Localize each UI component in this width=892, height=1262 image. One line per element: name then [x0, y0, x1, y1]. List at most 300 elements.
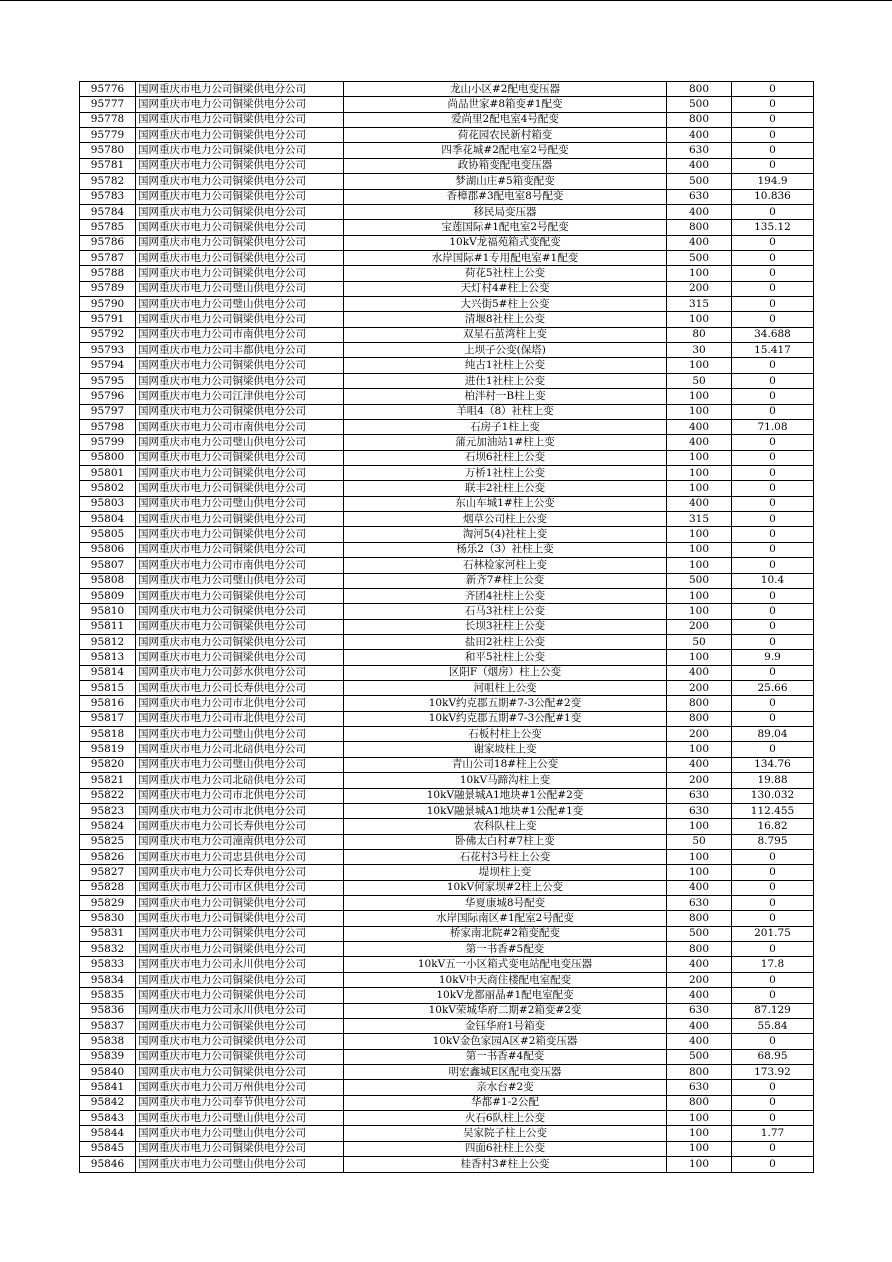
org-cell: 国网重庆市电力公司铜梁供电分公司 — [136, 911, 344, 926]
value-cell: 0 — [732, 1034, 814, 1049]
transformer-name-cell: 农科队柱上变 — [344, 819, 667, 834]
org-cell: 国网重庆市电力公司长寿供电分公司 — [136, 819, 344, 834]
transformer-name-cell: 第一书香#5配变 — [344, 942, 667, 957]
transformer-name-cell: 10kV金色家园A区#2箱变压器 — [344, 1034, 667, 1049]
capacity-cell: 100 — [667, 588, 732, 603]
value-cell: 112.455 — [732, 803, 814, 818]
org-cell: 国网重庆市电力公司铜梁供电分公司 — [136, 988, 344, 1003]
row-id-cell: 95794 — [80, 358, 136, 373]
table-row — [80, 665, 814, 680]
org-cell: 国网重庆市电力公司江津供电分公司 — [136, 389, 344, 404]
org-cell: 国网重庆市电力公司璧山供电分公司 — [136, 1157, 344, 1172]
org-cell: 国网重庆市电力公司市南供电分公司 — [136, 558, 344, 573]
transformer-name-cell: 盐田2社柱上公变 — [344, 634, 667, 649]
table-row — [80, 757, 814, 772]
org-cell: 国网重庆市电力公司铜梁供电分公司 — [136, 358, 344, 373]
transformer-name-cell: 10kV约克郡五期#7-3公配#1变 — [344, 711, 667, 726]
org-cell: 国网重庆市电力公司铜梁供电分公司 — [136, 220, 344, 235]
transformer-name-cell: 明宏鑫城E区配电变压器 — [344, 1065, 667, 1080]
value-cell: 0 — [732, 281, 814, 296]
row-id-cell: 95825 — [80, 834, 136, 849]
capacity-cell: 800 — [667, 942, 732, 957]
org-cell: 国网重庆市电力公司璧山供电分公司 — [136, 435, 344, 450]
org-cell: 国网重庆市电力公司铜梁供电分公司 — [136, 128, 344, 143]
value-cell: 0 — [732, 496, 814, 511]
table-row — [80, 404, 814, 419]
row-id-cell: 95827 — [80, 865, 136, 880]
org-cell: 国网重庆市电力公司铜梁供电分公司 — [136, 634, 344, 649]
table-row — [80, 788, 814, 803]
value-cell: 0 — [732, 450, 814, 465]
value-cell: 0 — [732, 512, 814, 527]
org-cell: 国网重庆市电力公司铜梁供电分公司 — [136, 235, 344, 250]
transformer-name-cell: 河咀柱上公变 — [344, 681, 667, 696]
table-row — [80, 82, 814, 97]
row-id-cell: 95817 — [80, 711, 136, 726]
row-id-cell: 95782 — [80, 174, 136, 189]
value-cell: 135.12 — [732, 220, 814, 235]
capacity-cell: 400 — [667, 204, 732, 219]
table-row — [80, 112, 814, 127]
row-id-cell: 95777 — [80, 97, 136, 112]
org-cell: 国网重庆市电力公司铜梁供电分公司 — [136, 465, 344, 480]
org-cell: 国网重庆市电力公司璧山供电分公司 — [136, 281, 344, 296]
org-cell: 国网重庆市电力公司铜梁供电分公司 — [136, 1065, 344, 1080]
capacity-cell: 100 — [667, 1126, 732, 1141]
org-cell: 国网重庆市电力公司铜梁供电分公司 — [136, 266, 344, 281]
table-row — [80, 266, 814, 281]
row-id-cell: 95790 — [80, 297, 136, 312]
table-row — [80, 727, 814, 742]
row-id-cell: 95802 — [80, 481, 136, 496]
capacity-cell: 200 — [667, 281, 732, 296]
transformer-name-cell: 清堰8社柱上公变 — [344, 312, 667, 327]
transformer-name-cell: 水岸国际南区#1配室2号配变 — [344, 911, 667, 926]
row-id-cell: 95788 — [80, 266, 136, 281]
org-cell: 国网重庆市电力公司铜梁供电分公司 — [136, 143, 344, 158]
capacity-cell: 100 — [667, 650, 732, 665]
row-id-cell: 95786 — [80, 235, 136, 250]
table-row — [80, 1034, 814, 1049]
capacity-cell: 400 — [667, 880, 732, 895]
value-cell: 0 — [732, 389, 814, 404]
row-id-cell: 95818 — [80, 727, 136, 742]
org-cell: 国网重庆市电力公司铜梁供电分公司 — [136, 896, 344, 911]
row-id-cell: 95811 — [80, 619, 136, 634]
row-id-cell: 95845 — [80, 1141, 136, 1156]
transformer-name-cell: 梦湖山庄#5箱变配变 — [344, 174, 667, 189]
row-id-cell: 95820 — [80, 757, 136, 772]
value-cell: 0 — [732, 1095, 814, 1110]
table-row — [80, 942, 814, 957]
row-id-cell: 95808 — [80, 573, 136, 588]
capacity-cell: 630 — [667, 1003, 732, 1018]
value-cell: 89.04 — [732, 727, 814, 742]
org-cell: 国网重庆市电力公司铜梁供电分公司 — [136, 204, 344, 219]
table-row — [80, 512, 814, 527]
value-cell: 0 — [732, 143, 814, 158]
row-id-cell: 95838 — [80, 1034, 136, 1049]
table-row — [80, 1111, 814, 1126]
table-row — [80, 128, 814, 143]
org-cell: 国网重庆市电力公司铜梁供电分公司 — [136, 619, 344, 634]
capacity-cell: 100 — [667, 465, 732, 480]
capacity-cell: 100 — [667, 312, 732, 327]
capacity-cell: 100 — [667, 1111, 732, 1126]
transformer-name-cell: 区阳F（烟房）柱上公变 — [344, 665, 667, 680]
org-cell: 国网重庆市电力公司长寿供电分公司 — [136, 865, 344, 880]
capacity-cell: 200 — [667, 773, 732, 788]
transformer-name-cell: 进仕1社柱上公变 — [344, 373, 667, 388]
row-id-cell: 95793 — [80, 343, 136, 358]
table-row — [80, 634, 814, 649]
transformer-name-cell: 吴家院子柱上公变 — [344, 1126, 667, 1141]
transformer-name-cell: 石板村柱上公变 — [344, 727, 667, 742]
table-row — [80, 711, 814, 726]
row-id-cell: 95810 — [80, 604, 136, 619]
row-id-cell: 95826 — [80, 849, 136, 864]
value-cell: 0 — [732, 97, 814, 112]
table-row — [80, 496, 814, 511]
table-row — [80, 1080, 814, 1095]
org-cell: 国网重庆市电力公司市北供电分公司 — [136, 711, 344, 726]
row-id-cell: 95801 — [80, 465, 136, 480]
row-id-cell: 95796 — [80, 389, 136, 404]
org-cell: 国网重庆市电力公司铜梁供电分公司 — [136, 542, 344, 557]
value-cell: 55.84 — [732, 1018, 814, 1033]
transformer-name-cell: 10kV马蹄沟柱上变 — [344, 773, 667, 788]
row-id-cell: 95831 — [80, 926, 136, 941]
capacity-cell: 400 — [667, 1034, 732, 1049]
table-row — [80, 849, 814, 864]
capacity-cell: 400 — [667, 1018, 732, 1033]
value-cell: 0 — [732, 542, 814, 557]
org-cell: 国网重庆市电力公司永川供电分公司 — [136, 957, 344, 972]
row-id-cell: 95846 — [80, 1157, 136, 1172]
row-id-cell: 95787 — [80, 250, 136, 265]
value-cell: 0 — [732, 312, 814, 327]
row-id-cell: 95821 — [80, 773, 136, 788]
org-cell: 国网重庆市电力公司璧山供电分公司 — [136, 727, 344, 742]
value-cell: 173.92 — [732, 1065, 814, 1080]
org-cell: 国网重庆市电力公司璧山供电分公司 — [136, 1111, 344, 1126]
org-cell: 国网重庆市电力公司璧山供电分公司 — [136, 297, 344, 312]
org-cell: 国网重庆市电力公司奉节供电分公司 — [136, 1095, 344, 1110]
org-cell: 国网重庆市电力公司铜梁供电分公司 — [136, 312, 344, 327]
value-cell: 9.9 — [732, 650, 814, 665]
capacity-cell: 200 — [667, 681, 732, 696]
transformer-name-cell: 10kV荣城华府二期#2箱变#2变 — [344, 1003, 667, 1018]
transformer-name-cell: 天灯村4#柱上公变 — [344, 281, 667, 296]
value-cell: 0 — [732, 235, 814, 250]
capacity-cell: 500 — [667, 926, 732, 941]
row-id-cell: 95829 — [80, 896, 136, 911]
value-cell: 0 — [732, 82, 814, 97]
row-id-cell: 95806 — [80, 542, 136, 557]
capacity-cell: 100 — [667, 358, 732, 373]
capacity-cell: 800 — [667, 696, 732, 711]
transformer-name-cell: 宝莲国际#1配电室2号配变 — [344, 220, 667, 235]
org-cell: 国网重庆市电力公司万州供电分公司 — [136, 1080, 344, 1095]
value-cell: 0 — [732, 588, 814, 603]
row-id-cell: 95799 — [80, 435, 136, 450]
table-row — [80, 297, 814, 312]
table-row — [80, 465, 814, 480]
transformer-name-cell: 石房子1柱上变 — [344, 419, 667, 434]
transformer-name-cell: 华都#1-2公配 — [344, 1095, 667, 1110]
org-cell: 国网重庆市电力公司丰都供电分公司 — [136, 343, 344, 358]
page-top-rule — [0, 0, 892, 1]
row-id-cell: 95815 — [80, 681, 136, 696]
transformer-name-cell: 新齐7#柱上公变 — [344, 573, 667, 588]
transformer-name-cell: 大兴街5#柱上公变 — [344, 297, 667, 312]
capacity-cell: 100 — [667, 742, 732, 757]
value-cell: 194.9 — [732, 174, 814, 189]
transformer-name-cell: 羊咀4（8）社柱上变 — [344, 404, 667, 419]
capacity-cell: 400 — [667, 419, 732, 434]
capacity-cell: 800 — [667, 82, 732, 97]
capacity-cell: 400 — [667, 128, 732, 143]
transformer-name-cell: 谢家坡柱上变 — [344, 742, 667, 757]
table-row — [80, 911, 814, 926]
row-id-cell: 95809 — [80, 588, 136, 603]
capacity-cell: 100 — [667, 527, 732, 542]
value-cell: 10.836 — [732, 189, 814, 204]
capacity-cell: 100 — [667, 450, 732, 465]
org-cell: 国网重庆市电力公司市南供电分公司 — [136, 327, 344, 342]
capacity-cell: 315 — [667, 512, 732, 527]
table-row — [80, 558, 814, 573]
capacity-cell: 100 — [667, 558, 732, 573]
table-row — [80, 189, 814, 204]
value-cell: 0 — [732, 1111, 814, 1126]
row-id-cell: 95836 — [80, 1003, 136, 1018]
value-cell: 17.8 — [732, 957, 814, 972]
transformer-name-cell: 水岸国际#1专用配电室#1配变 — [344, 250, 667, 265]
capacity-cell: 500 — [667, 1049, 732, 1064]
transformer-name-cell: 石花村3号柱上公变 — [344, 849, 667, 864]
row-id-cell: 95828 — [80, 880, 136, 895]
capacity-cell: 630 — [667, 896, 732, 911]
row-id-cell: 95791 — [80, 312, 136, 327]
table-row — [80, 588, 814, 603]
table-row — [80, 1126, 814, 1141]
table-row — [80, 143, 814, 158]
value-cell: 0 — [732, 988, 814, 1003]
value-cell: 0 — [732, 465, 814, 480]
value-cell: 134.76 — [732, 757, 814, 772]
table-row — [80, 450, 814, 465]
table-row — [80, 972, 814, 987]
capacity-cell: 500 — [667, 97, 732, 112]
row-id-cell: 95776 — [80, 82, 136, 97]
row-id-cell: 95832 — [80, 942, 136, 957]
org-cell: 国网重庆市电力公司璧山供电分公司 — [136, 573, 344, 588]
table-row — [80, 343, 814, 358]
value-cell: 19.88 — [732, 773, 814, 788]
row-id-cell: 95814 — [80, 665, 136, 680]
row-id-cell: 95778 — [80, 112, 136, 127]
capacity-cell: 100 — [667, 604, 732, 619]
row-id-cell: 95784 — [80, 204, 136, 219]
transformer-name-cell: 纯古1社柱上公变 — [344, 358, 667, 373]
transformer-name-cell: 卧佛太白村#7柱上变 — [344, 834, 667, 849]
value-cell: 0 — [732, 250, 814, 265]
row-id-cell: 95804 — [80, 512, 136, 527]
org-cell: 国网重庆市电力公司彭水供电分公司 — [136, 665, 344, 680]
value-cell: 0 — [732, 435, 814, 450]
org-cell: 国网重庆市电力公司铜梁供电分公司 — [136, 481, 344, 496]
value-cell: 0 — [732, 942, 814, 957]
row-id-cell: 95779 — [80, 128, 136, 143]
row-id-cell: 95833 — [80, 957, 136, 972]
transformer-name-cell: 联丰2社柱上公变 — [344, 481, 667, 496]
transformer-name-cell: 万桥1社柱上公变 — [344, 465, 667, 480]
org-cell: 国网重庆市电力公司铜梁供电分公司 — [136, 1049, 344, 1064]
row-id-cell: 95800 — [80, 450, 136, 465]
value-cell: 0 — [732, 1157, 814, 1172]
value-cell: 0 — [732, 865, 814, 880]
value-cell: 8.795 — [732, 834, 814, 849]
row-id-cell: 95780 — [80, 143, 136, 158]
transformer-name-cell: 四面6社柱上公变 — [344, 1141, 667, 1156]
org-cell: 国网重庆市电力公司铜梁供电分公司 — [136, 158, 344, 173]
row-id-cell: 95783 — [80, 189, 136, 204]
value-cell: 0 — [732, 742, 814, 757]
capacity-cell: 400 — [667, 757, 732, 772]
org-cell: 国网重庆市电力公司璧山供电分公司 — [136, 1126, 344, 1141]
row-id-cell: 95843 — [80, 1111, 136, 1126]
table-row — [80, 681, 814, 696]
org-cell: 国网重庆市电力公司市区供电分公司 — [136, 880, 344, 895]
table-row — [80, 988, 814, 1003]
value-cell: 68.95 — [732, 1049, 814, 1064]
table-row — [80, 773, 814, 788]
transformer-name-cell: 移民局变压器 — [344, 204, 667, 219]
transformer-name-cell: 桂香村3#柱上公变 — [344, 1157, 667, 1172]
org-cell: 国网重庆市电力公司铜梁供电分公司 — [136, 174, 344, 189]
table-row — [80, 1049, 814, 1064]
transformer-name-cell: 四季花城#2配电室2号配变 — [344, 143, 667, 158]
row-id-cell: 95823 — [80, 803, 136, 818]
row-id-cell: 95840 — [80, 1065, 136, 1080]
transformer-name-cell: 华夏康城8号配变 — [344, 896, 667, 911]
table-row — [80, 1157, 814, 1172]
row-id-cell: 95789 — [80, 281, 136, 296]
capacity-cell: 100 — [667, 404, 732, 419]
org-cell: 国网重庆市电力公司铜梁供电分公司 — [136, 512, 344, 527]
capacity-cell: 100 — [667, 1157, 732, 1172]
org-cell: 国网重庆市电力公司北碚供电分公司 — [136, 773, 344, 788]
transformer-name-cell: 石林检家河柱上变 — [344, 558, 667, 573]
transformer-name-cell: 蒲元加油站1#柱上变 — [344, 435, 667, 450]
transformer-name-cell: 和平5社柱上公变 — [344, 650, 667, 665]
row-id-cell: 95842 — [80, 1095, 136, 1110]
transformer-name-cell: 堤坝柱上变 — [344, 865, 667, 880]
capacity-cell: 800 — [667, 1095, 732, 1110]
capacity-cell: 200 — [667, 972, 732, 987]
capacity-cell: 800 — [667, 1065, 732, 1080]
org-cell: 国网重庆市电力公司铜梁供电分公司 — [136, 588, 344, 603]
capacity-cell: 100 — [667, 819, 732, 834]
transformer-name-cell: 长坝3社柱上公变 — [344, 619, 667, 634]
row-id-cell: 95830 — [80, 911, 136, 926]
value-cell: 0 — [732, 404, 814, 419]
row-id-cell: 95839 — [80, 1049, 136, 1064]
org-cell: 国网重庆市电力公司铜梁供电分公司 — [136, 650, 344, 665]
row-id-cell: 95844 — [80, 1126, 136, 1141]
org-cell: 国网重庆市电力公司铜梁供电分公司 — [136, 250, 344, 265]
transformer-name-cell: 荷花5社柱上公变 — [344, 266, 667, 281]
org-cell: 国网重庆市电力公司铜梁供电分公司 — [136, 189, 344, 204]
transformer-name-cell: 桥家南北院#2箱变配变 — [344, 926, 667, 941]
row-id-cell: 95812 — [80, 634, 136, 649]
transformer-name-cell: 10kV龙都丽晶#1配电室配变 — [344, 988, 667, 1003]
transformer-name-cell: 青山公司18#柱上公变 — [344, 757, 667, 772]
row-id-cell: 95816 — [80, 696, 136, 711]
row-id-cell: 95837 — [80, 1018, 136, 1033]
capacity-cell: 800 — [667, 911, 732, 926]
table-row — [80, 880, 814, 895]
value-cell: 0 — [732, 112, 814, 127]
capacity-cell: 500 — [667, 573, 732, 588]
transformer-name-cell: 上坝子公变(保塔) — [344, 343, 667, 358]
row-id-cell: 95841 — [80, 1080, 136, 1095]
value-cell: 0 — [732, 158, 814, 173]
value-cell: 0 — [732, 972, 814, 987]
capacity-cell: 400 — [667, 988, 732, 1003]
transformer-name-cell: 齐团4社柱上公变 — [344, 588, 667, 603]
capacity-cell: 400 — [667, 957, 732, 972]
table-row — [80, 803, 814, 818]
table-row — [80, 389, 814, 404]
row-id-cell: 95803 — [80, 496, 136, 511]
table-row — [80, 174, 814, 189]
table-row — [80, 358, 814, 373]
capacity-cell: 100 — [667, 389, 732, 404]
value-cell: 0 — [732, 896, 814, 911]
value-cell: 1.77 — [732, 1126, 814, 1141]
org-cell: 国网重庆市电力公司铜梁供电分公司 — [136, 373, 344, 388]
table-row — [80, 1003, 814, 1018]
transformer-name-cell: 石坝6社柱上公变 — [344, 450, 667, 465]
transformer-name-cell: 政协箱变配电变压器 — [344, 158, 667, 173]
value-cell: 16.82 — [732, 819, 814, 834]
capacity-cell: 30 — [667, 343, 732, 358]
table-row — [80, 281, 814, 296]
value-cell: 10.4 — [732, 573, 814, 588]
table-row — [80, 527, 814, 542]
capacity-cell: 500 — [667, 174, 732, 189]
org-cell: 国网重庆市电力公司铜梁供电分公司 — [136, 112, 344, 127]
table-row — [80, 957, 814, 972]
table-row — [80, 926, 814, 941]
transformer-name-cell: 10kV五一小区箱式变电站配电变压器 — [344, 957, 667, 972]
value-cell: 0 — [732, 711, 814, 726]
transformer-name-cell: 荷花园农民新村箱变 — [344, 128, 667, 143]
row-id-cell: 95824 — [80, 819, 136, 834]
row-id-cell: 95822 — [80, 788, 136, 803]
capacity-cell: 200 — [667, 727, 732, 742]
value-cell: 130.032 — [732, 788, 814, 803]
value-cell: 0 — [732, 558, 814, 573]
transformer-name-cell: 石马3社柱上公变 — [344, 604, 667, 619]
value-cell: 0 — [732, 373, 814, 388]
table-row — [80, 819, 814, 834]
value-cell: 0 — [732, 696, 814, 711]
table-row — [80, 220, 814, 235]
org-cell: 国网重庆市电力公司铜梁供电分公司 — [136, 404, 344, 419]
